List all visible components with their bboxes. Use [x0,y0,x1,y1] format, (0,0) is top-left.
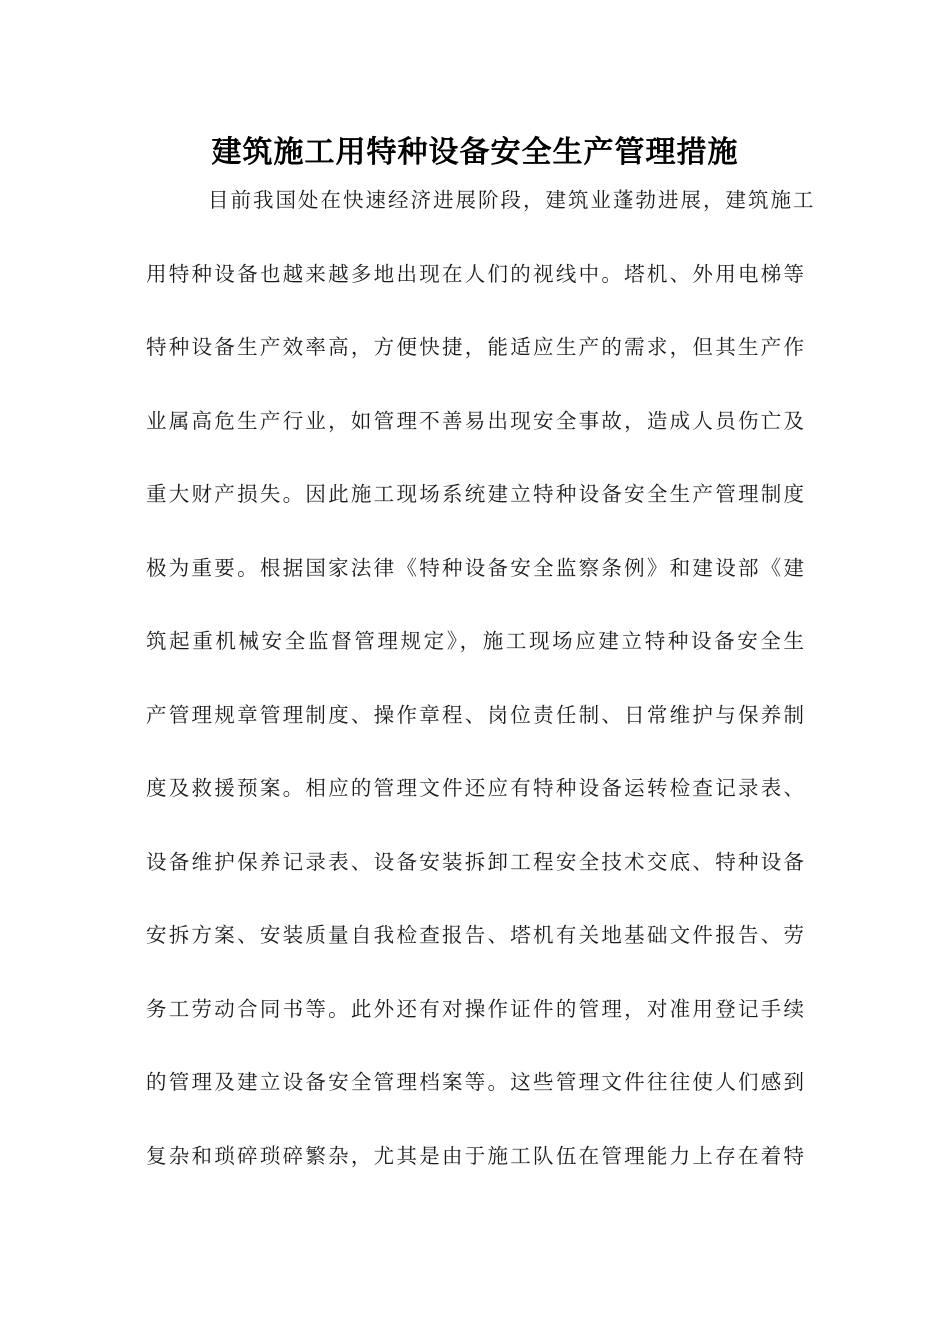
paragraph-line: 重大财产损失。因此施工现场系统建立特种设备安全生产管理制度 [146,482,806,506]
document-title: 建筑施工用特种设备安全生产管理措施 [211,135,739,170]
paragraph-line: 产管理规章管理制度、操作章程、岗位责任制、日常维护与保养制 [146,702,806,727]
paragraph-line: 的管理及建立设备安全管理档案等。这些管理文件往往使人们感到 [146,1070,806,1094]
paragraph-line: 极为重要。根据国家法律《特种设备安全监察条例》和建设部《建 [146,555,806,580]
paragraph-line: 安拆方案、安装质量自我检查报告、塔机有关地基础文件报告、劳 [146,923,806,947]
paragraph-line: 度及救援预案。相应的管理文件还应有特种设备运转检查记录表、 [146,776,806,800]
paragraph-line: 业属高危生产行业，如管理不善易出现安全事故，造成人员伤亡及 [146,408,806,433]
paragraph-line: 筑起重机械安全监督管理规定》，施工现场应建立特种设备安全生 [146,629,806,653]
document-body [146,164,816,1193]
paragraph-line: 设备维护保养记录表、设备安装拆卸工程安全技术交底、特种设备 [146,849,806,874]
paragraph-line: 特种设备生产效率高，方便快捷，能适应生产的需求，但其生产作 [146,335,806,359]
paragraph-line: 用特种设备也越来越多地出现在人们的视线中。塔机、外用电梯等 [146,261,806,286]
paragraph-line: 目前我国处在快速经济进展阶段，建筑业蓬勃进展，建筑施工 [208,188,816,212]
paragraph-line: 务工劳动合同书等。此外还有对操作证件的管理，对准用登记手续 [146,996,806,1021]
paragraph-line: 复杂和琐碎琐碎繁杂，尤其是由于施工队伍在管理能力上存在着特 [146,1143,806,1168]
